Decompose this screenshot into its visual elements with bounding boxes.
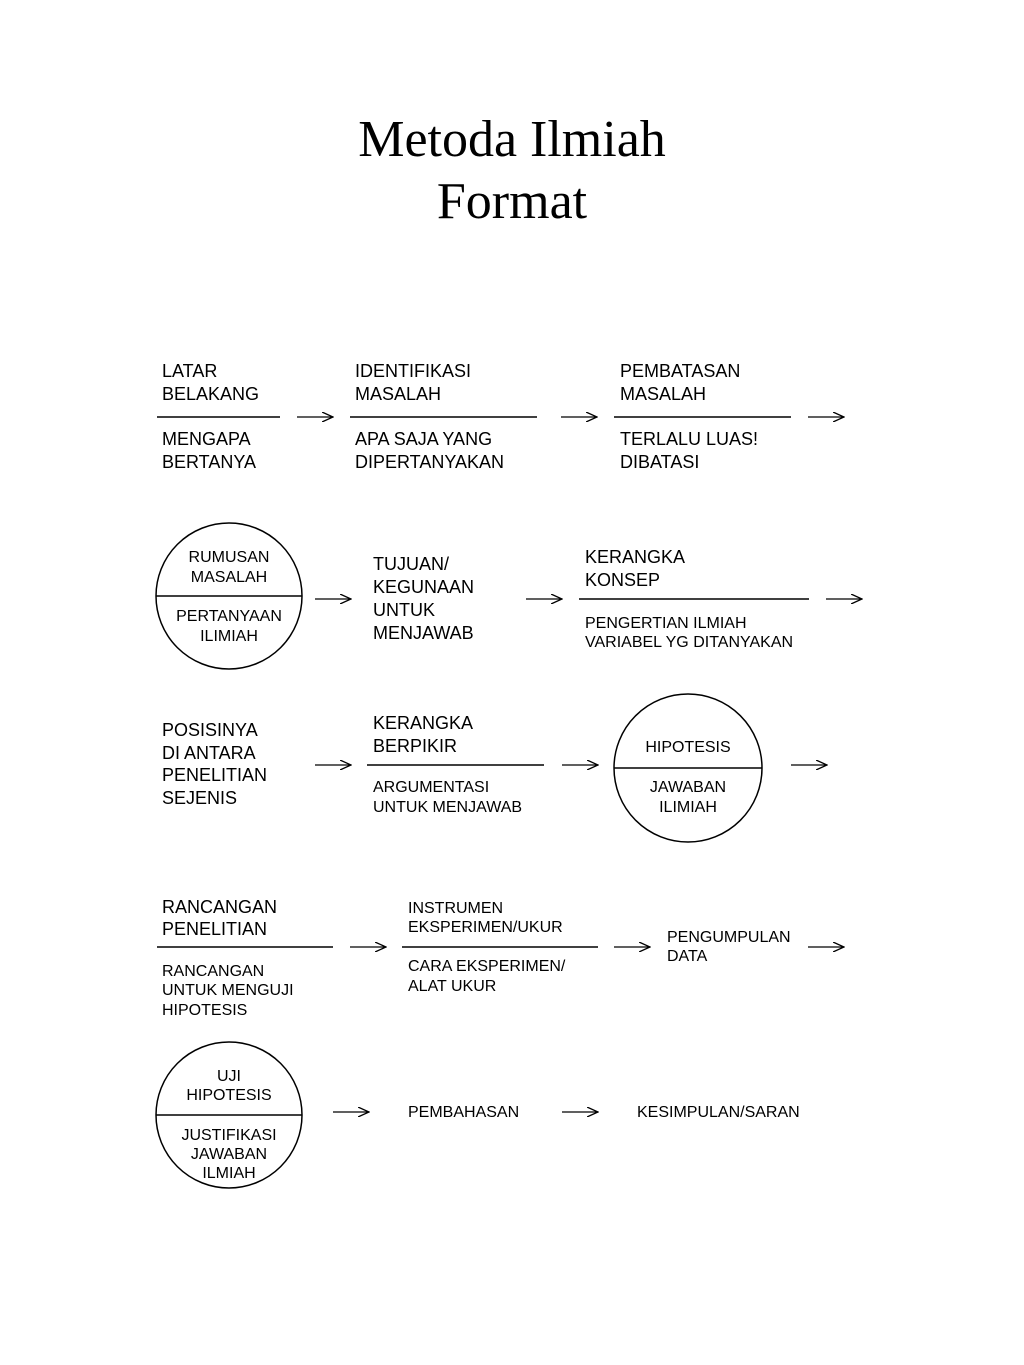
tujuan-line-3: UNTUK <box>373 600 435 620</box>
instrumen-top-line-2: EKSPERIMEN/UKUR <box>408 919 563 936</box>
pengumpulan-line-1: PENGUMPULAN <box>667 929 791 946</box>
posisinya-line-1: POSISINYA <box>162 720 258 740</box>
kerangka-konsep-bottom-line-2: VARIABEL YG DITANYAKAN <box>585 634 794 651</box>
uji-bottom-line-3: ILMIAH <box>202 1165 256 1182</box>
posisinya-line-4: SEJENIS <box>162 788 238 808</box>
kesimpulan-line-1: KESIMPULAN/SARAN <box>637 1104 800 1121</box>
uji-top-line-2: HIPOTESIS <box>186 1087 272 1104</box>
rumusan-bottom-line-1: PERTANYAAN <box>176 608 282 625</box>
uji-top-line-1: UJI <box>217 1068 241 1085</box>
kerangka-berpikir-bottom-line-2: UNTUK MENJAWAB <box>373 799 523 816</box>
rancangan-bottom-line-1: RANCANGAN <box>162 963 265 980</box>
step-kerangka-konsep <box>579 547 809 651</box>
tujuan-line-1: TUJUAN/ <box>373 554 449 574</box>
latar-top-line-2: BELAKANG <box>162 384 260 404</box>
kerangka-berpikir-bottom-line-1: ARGUMENTASI <box>373 779 490 796</box>
hipotesis-top-line-1: HIPOTESIS <box>645 739 731 756</box>
instrumen-bottom-line-2: ALAT UKUR <box>408 978 497 995</box>
kerangka-konsep-bottom-line-1: PENGERTIAN ILMIAH <box>585 615 747 632</box>
instrumen-bottom-line-1: CARA EKSPERIMEN/ <box>408 958 566 975</box>
posisinya-line-3: PENELITIAN <box>162 765 268 785</box>
rancangan-top-line-1: RANCANGAN <box>162 897 278 917</box>
tujuan-line-2: KEGUNAAN <box>373 577 475 597</box>
pembatasan-top-line-2: MASALAH <box>620 384 707 404</box>
latar-bottom-line-1: MENGAPA <box>162 429 251 449</box>
tujuan-line-4: MENJAWAB <box>373 623 474 643</box>
step-uji-hipotesis <box>156 1042 302 1188</box>
hipotesis-bottom-line-1: JAWABAN <box>649 779 727 796</box>
step-instrumen <box>402 900 598 995</box>
identifikasi-bottom-line-1: APA SAJA YANG <box>355 429 493 449</box>
step-pengumpulan-data <box>667 929 791 965</box>
rancangan-bottom-line-3: HIPOTESIS <box>162 1002 248 1019</box>
pembahasan-line-1: PEMBAHASAN <box>408 1104 520 1121</box>
step-tujuan-kegunaan <box>373 554 474 643</box>
step-pembahasan <box>408 1104 519 1121</box>
pembatasan-bottom-line-2: DIBATASI <box>620 452 700 472</box>
identifikasi-bottom-line-2: DIPERTANYAKAN <box>355 452 505 472</box>
rumusan-top-line-1: RUMUSAN <box>188 549 270 566</box>
pengumpulan-line-2: DATA <box>667 948 708 965</box>
step-rumusan-masalah <box>156 523 302 669</box>
rancangan-bottom-line-2: UNTUK MENGUJI <box>162 982 294 999</box>
uji-bottom-line-1: JUSTIFIKASI <box>181 1127 277 1144</box>
page-title-line-1: Metoda Ilmiah <box>358 111 666 168</box>
step-kesimpulan-saran <box>637 1104 800 1121</box>
step-rancangan-penelitian <box>157 897 333 1019</box>
step-hipotesis <box>614 694 762 842</box>
step-posisinya <box>162 720 267 808</box>
step-latar-belakang <box>157 361 280 472</box>
rumusan-top-line-2: MASALAH <box>190 569 268 586</box>
uji-bottom-line-2: JAWABAN <box>190 1146 268 1163</box>
rumusan-bottom-line-2: ILIMIAH <box>200 628 258 645</box>
kerangka-berpikir-top-line-2: BERPIKIR <box>373 736 458 756</box>
step-pembatasan-masalah <box>614 361 791 472</box>
kerangka-berpikir-top-line-1: KERANGKA <box>373 713 474 733</box>
pembatasan-top-line-1: PEMBATASAN <box>620 361 741 381</box>
latar-bottom-line-2: BERTANYA <box>162 452 257 472</box>
step-kerangka-berpikir <box>367 713 544 816</box>
identifikasi-top-line-1: IDENTIFIKASI <box>355 361 472 381</box>
step-identifikasi-masalah <box>350 361 537 472</box>
rancangan-top-line-2: PENELITIAN <box>162 919 268 939</box>
hipotesis-bottom-line-2: ILIMIAH <box>659 799 717 816</box>
posisinya-line-2: DI ANTARA <box>162 743 256 763</box>
identifikasi-top-line-2: MASALAH <box>355 384 442 404</box>
kerangka-konsep-top-line-1: KERANGKA <box>585 547 686 567</box>
latar-top-line-1: LATAR <box>162 361 218 381</box>
pembatasan-bottom-line-1: TERLALU LUAS! <box>620 429 759 449</box>
instrumen-top-line-1: INSTRUMEN <box>408 900 504 917</box>
page-title-line-2: Format <box>436 173 588 230</box>
kerangka-konsep-top-line-2: KONSEP <box>585 570 661 590</box>
